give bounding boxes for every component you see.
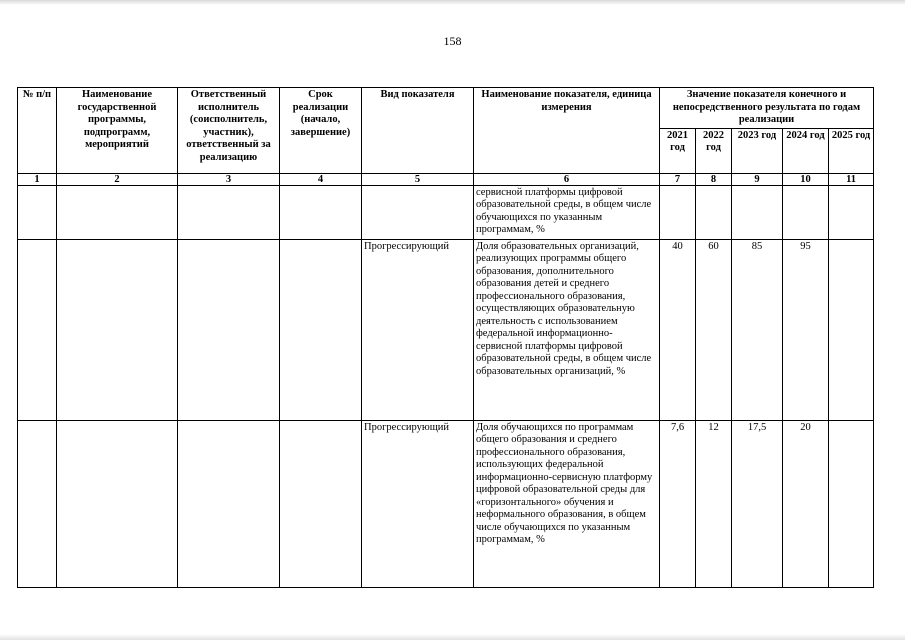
header-year-2023: 2023 год bbox=[732, 128, 783, 173]
cell-value-2022 bbox=[696, 185, 732, 239]
cell-value-2023 bbox=[732, 185, 783, 239]
scan-bottom-edge bbox=[0, 634, 905, 640]
header-indicator-name: Наименование показателя, единица измерения bbox=[474, 88, 660, 174]
cell-period bbox=[280, 420, 362, 587]
header-values-group: Значение показателя конечного и непосредственного результата по годам реализации bbox=[660, 88, 874, 129]
column-number: 10 bbox=[783, 173, 829, 185]
header-year-2025: 2025 год bbox=[829, 128, 874, 173]
cell-num bbox=[18, 185, 57, 239]
cell-value-2021: 7,6 bbox=[660, 420, 696, 587]
cell-period bbox=[280, 185, 362, 239]
cell-indicator-name: Доля обучающихся по программам общего образования и среднего профессионального образования, использующих федеральной информационно-сервисную платформу цифровой образовательной среды для «горизонтального» обучения и неформального образования, в общем числе обучающихся по указанным программам, % bbox=[474, 420, 660, 587]
cell-value-2024: 20 bbox=[783, 420, 829, 587]
cell-value-2021: 40 bbox=[660, 239, 696, 420]
cell-executor bbox=[178, 420, 280, 587]
column-number: 1 bbox=[18, 173, 57, 185]
cell-program bbox=[57, 185, 178, 239]
column-number: 11 bbox=[829, 173, 874, 185]
column-number: 2 bbox=[57, 173, 178, 185]
cell-value-2022: 12 bbox=[696, 420, 732, 587]
table-row bbox=[18, 185, 874, 239]
column-number: 9 bbox=[732, 173, 783, 185]
table-row bbox=[18, 420, 874, 587]
cell-value-2025 bbox=[829, 420, 874, 587]
cell-indicator-kind bbox=[362, 185, 474, 239]
header-year-2022: 2022 год bbox=[696, 128, 732, 173]
cell-value-2025 bbox=[829, 185, 874, 239]
column-numbers-row bbox=[18, 173, 874, 185]
cell-value-2025 bbox=[829, 239, 874, 420]
cell-indicator-name: сервисной платформы цифровой образовательной среды, в общем числе обучающихся по указанным программам, % bbox=[474, 185, 660, 239]
table-row bbox=[18, 239, 874, 420]
cell-program bbox=[57, 239, 178, 420]
cell-value-2024 bbox=[783, 185, 829, 239]
column-number: 7 bbox=[660, 173, 696, 185]
cell-executor bbox=[178, 185, 280, 239]
column-number: 5 bbox=[362, 173, 474, 185]
header-period: Срок реализации (начало, завершение) bbox=[280, 88, 362, 174]
cell-value-2023: 85 bbox=[732, 239, 783, 420]
header-year-2024: 2024 год bbox=[783, 128, 829, 173]
column-number: 4 bbox=[280, 173, 362, 185]
cell-value-2022: 60 bbox=[696, 239, 732, 420]
header-year-2021: 2021 год bbox=[660, 128, 696, 173]
column-number: 6 bbox=[474, 173, 660, 185]
cell-indicator-kind: Прогрессирующий bbox=[362, 420, 474, 587]
header-program: Наименование государственной программы, подпрограмм, мероприятий bbox=[57, 88, 178, 174]
column-number: 3 bbox=[178, 173, 280, 185]
cell-executor bbox=[178, 239, 280, 420]
header-row bbox=[18, 88, 874, 129]
scan-top-edge bbox=[0, 0, 905, 5]
cell-period bbox=[280, 239, 362, 420]
header-indicator-kind: Вид показателя bbox=[362, 88, 474, 174]
column-number: 8 bbox=[696, 173, 732, 185]
indicator-table bbox=[17, 87, 874, 588]
cell-value-2024: 95 bbox=[783, 239, 829, 420]
cell-num bbox=[18, 420, 57, 587]
cell-indicator-name: Доля образовательных организаций, реализующих программы общего образования, дополнительного образования детей и среднего профессионального образования, осуществляющих образовательную деятельность с использованием федеральной информационно-сервисной платформы цифровой образовательной среды, в общем числе образовательных организаций, % bbox=[474, 239, 660, 420]
cell-value-2023: 17,5 bbox=[732, 420, 783, 587]
page-number: 158 bbox=[443, 34, 462, 48]
header-num: № п/п bbox=[18, 88, 57, 174]
cell-value-2021 bbox=[660, 185, 696, 239]
header-executor: Ответственный исполнитель (соисполнитель, участник), ответственный за реализацию bbox=[178, 88, 280, 174]
cell-indicator-kind: Прогрессирующий bbox=[362, 239, 474, 420]
cell-program bbox=[57, 420, 178, 587]
cell-num bbox=[18, 239, 57, 420]
